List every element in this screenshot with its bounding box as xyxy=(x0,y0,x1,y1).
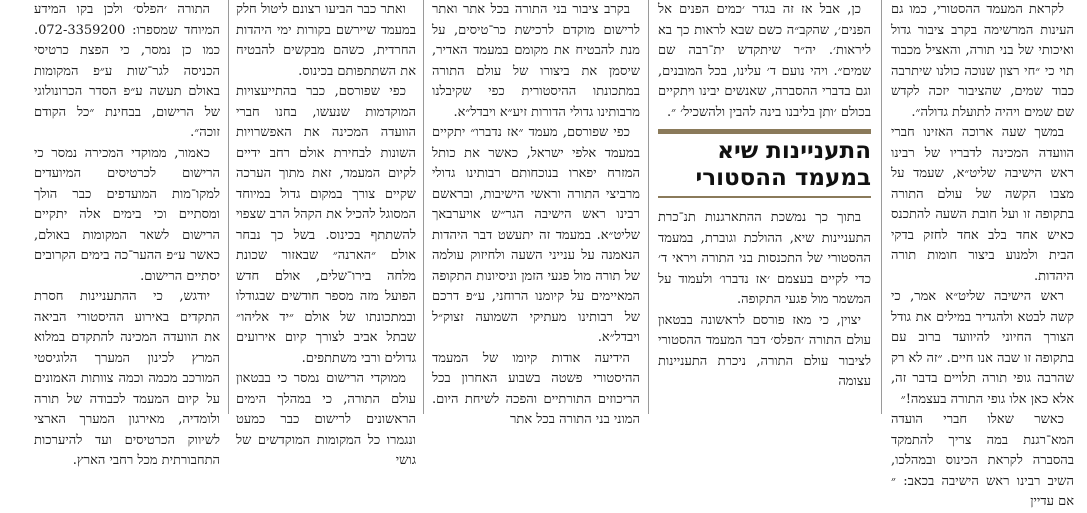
paragraph: יצוין, כי מאז פורסם לראשונה בבטאון עולם התורה ׳הפלס׳ דבר המעמד ההסטורי לציבור עולם התורה, ניכרת התעניינות עצומה xyxy=(658,312,871,389)
paragraph: ממוקדי הרישום נמסר כי בבטאון עולם התורה, כי במהלך הימים הראשונים לרישום כבר כמעט ונגמרו כל המקומות המוקדשים של גושי xyxy=(236,371,416,468)
paragraph: במשך שעה ארוכה האזינו חברי הוועדה המכינה לדבריו של רבינו ראש הישיבה שליט״א, שעמד על מצבו הקשה של עולם התורה בתקופה זו ועל חובת השעה להתכנס כאיש אחד בלב אחד לחזק בדקי הבית ולמנוע ביצור חומות תורה היהדות. xyxy=(891,125,1074,284)
paragraph: יודגש, כי ההתעניינות חסרת התקדים באירוע ההיסטורי הביאה את הוועדה המכינה להתקדם במלוא המרץ לכינון המערך הלוגיסטי המורכב מכמה וכמה צוותות האמונים על קיום המעמד לכבודה של תורה ולומדיה, מאירגון המערך הארצי לשיווק הכרטיסים ועד להיערכות התחבורתית מכל רחבי הארץ. xyxy=(34,289,220,468)
paragraph: כאמור, ממוקדי המכירה נמסר כי הרישום לכרטיסים המיועדים למקו־מות המועדפים כבר הולך ומסתיים וכי בימים אלה יתקיים הרישום לשאר המקומות באולם, כאשר ע״פ ההער־כה בימים הקרובים יסתיים הרישום. xyxy=(34,145,220,284)
column-divider xyxy=(228,0,229,414)
paragraph: כאשר שאלו חברי הועדה המא־רגנת במה צריך להתמקד בהסברה לקראת הכינוס ובמהלכו, השיב רבינו ראש הישיבה בכאב: ״ אם עדיין xyxy=(891,412,1074,509)
paragraph: לקראת המעמד ההסטורי, כמו גם העינות המרשימה בקרב ציבור גדול ואיכותי של בני תורה, והאציל מכבוד תוי כי ״חי רצון שנוכה כולנו שיתרבה כבוד שמים, שהציבור יזכה לקדש שם שמים ויהיה לתועלת גדולה״. xyxy=(891,2,1074,120)
paragraph: כפי שפורסם, מעמד ״אז נדברו״ יתקיים במעמד אלפי ישראל, כאשר את כותל המזרח יפארו בנוכחותם רבותינו גדולי מרביצי התורה וראשי הישיבות, ובראשם רבינו ראש הישיבה הגר״ש אויערבאך שליט״א. במעמד זה יתעשט דבר היהדות הנאמנה על ענייני השעה ולחיזוק עולמה של תורה מול פגעי הזמן וניסיונות התקופה המאיימים על קיומנו הרוחני, ע״פ דרכם של רבותינו מעתיקי השמועה זצוק״ל ויבדל״א. xyxy=(432,125,640,345)
article-column-3 xyxy=(432,0,640,427)
article-column-4 xyxy=(236,0,416,468)
headline-rule xyxy=(658,196,871,198)
paragraph: התורה ׳הפלס׳ ולכן בקו המידע המיוחד שמספרו: 072-3359200. כמו כן נמסר, כי הפצת כרטיסי הכניסה לגר־שות ע״פ המקומות באולם תעשה ע״פ הסדר הכרונולוגי של הרישום, בבחינת ״כל הקודם זוכה״. xyxy=(34,2,220,140)
paragraph: בתוך כך נמשכת ההתארגנות תנ־כרת התעניינות שיא, ההולכת וגוברת, במעמד ההסטורי של התכנסות בני התורה ויראי ד׳ כדי לקיים בעצמם ׳אז נדברו׳ ולעמוד על המשמר מול פגעי התקופה. xyxy=(658,210,871,307)
column-divider xyxy=(881,0,882,414)
article-column-2 xyxy=(658,0,871,414)
headline-line-2: במעמד ההסטורי xyxy=(695,165,871,191)
article-column-5 xyxy=(34,0,220,468)
headline-line-1: התעניינות שיא xyxy=(717,138,871,164)
paragraph: כן, אבל אז זה בגדר ׳כמים הפנים אל הפנים׳, שהקב״ה כשם שבא לראות כך בא ליראות׳. יה״ר שיתקדש ית־רבה שם שמים״. ויהי נועם ד׳ עלינו, בכל המובנים, וגם בדברי ההסברה, שאנשים יבינו ויתקיים בכולם ׳ותן בליבנו בינה להבין ולהשכיל׳ ״. xyxy=(658,2,871,120)
paragraph: בקרב ציבור בני התורה בכל אתר ואתר לרישום מוקדם לרכישת כר־טיסים, על מנת להבטיח את מקומם במעמד האדיר, שיסמן את ביצורו של עולם התורה במתכונתו ההיסטורית כפי שקיבלנו מרבותינו גדולי הדורות זיע״א ויבדל״א. xyxy=(432,2,640,120)
column-divider xyxy=(648,0,649,414)
paragraph: הידיעה אודות קיומו של המעמד ההיסטורי פשטה בשבוע האחרון בכל הריכוזים התורתיים והפכה לשיחת היום. המוני בני התורה בכל אתר xyxy=(432,350,640,427)
paragraph: ראש הישיבה שליט״א אמר, כי קשה לבטא ולהגדיר במילים את גודל הצורך החיוני להיוועד ברוב עם בתקופה זו שבה אנו חיים. ״זה לא רק שהרבה גופי תורה תלויים בדבר זה, אלא כאן אלו גופי התורה בעצמה!״ xyxy=(891,289,1074,407)
article-headline xyxy=(658,129,871,198)
paragraph: ואתר כבר הביעו רצונם ליטול חלק במעמד שיירשם בקורות ימי היהדות החרדית, כשהם מבקשים להבטיח את השתתפותם בכינוס. xyxy=(236,2,416,79)
paragraph: כפי שפורסם, כבר בהתייעצויות המוקדמות שנעשו, בחנו חברי הוועדה המכינה את האפשרויות השונות לבחירת אולם רחב ידיים לקיום המעמד, זאת מתוך הערכה שקיים צורך במקום גדול במיוחד המסוגל להכיל את הקהל הרב שצפוי להשתתף בכינוס. בשל כך נבחר אולם ״הארנה״ שבאזור שכונת מלחה בירו־שלים, אולם חדש הפועל מזה מספר חודשים שבגודלו ובמתכונתו של אולם ״יד אליהו״ שבתל אביב לצורך קיום אירועים גדולים ורבי משתתפים. xyxy=(236,84,416,366)
article-column-1 xyxy=(891,0,1074,509)
column-divider xyxy=(423,0,424,414)
